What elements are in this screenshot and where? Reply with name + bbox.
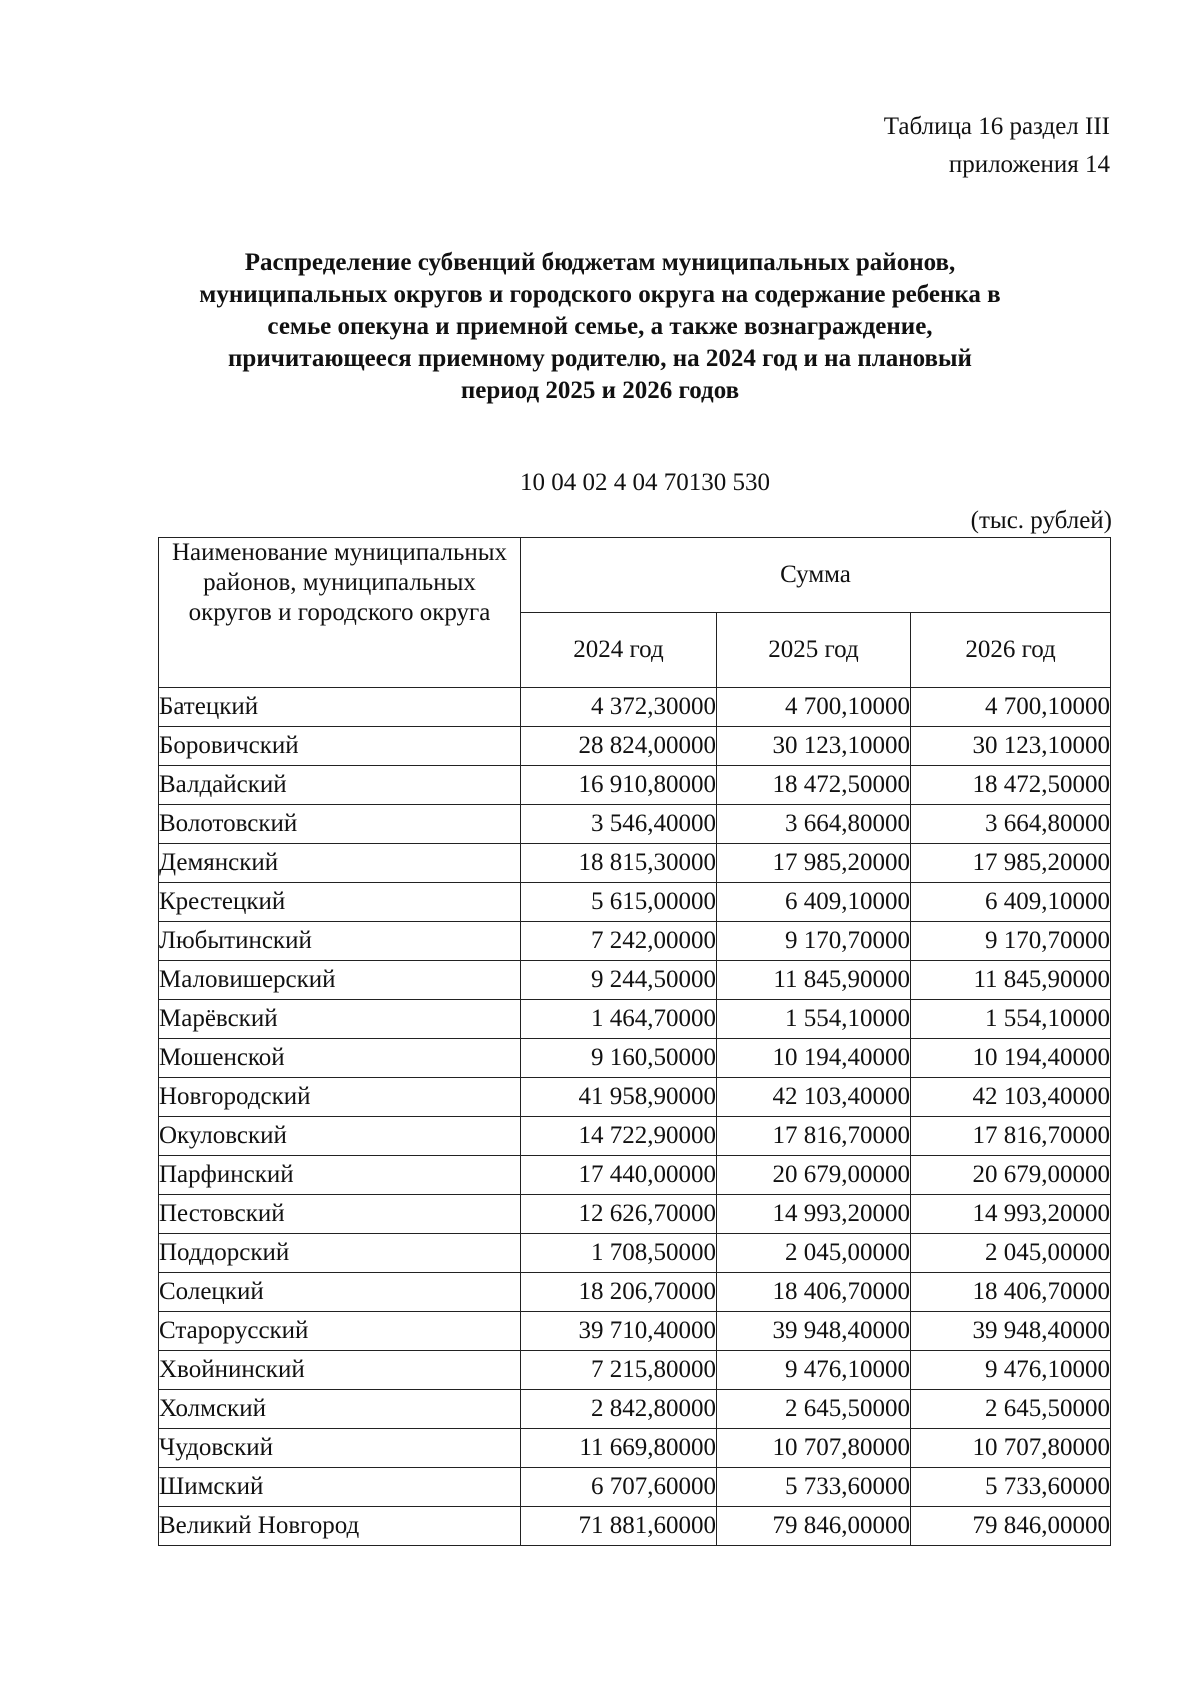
amount-2025-cell: 20 679,00000	[717, 1156, 911, 1195]
amount-2024-cell: 2 842,80000	[521, 1390, 717, 1429]
amount-2026-cell: 9 170,70000	[911, 922, 1111, 961]
table-row	[159, 1351, 1111, 1390]
amount-2024-cell: 71 881,60000	[521, 1507, 717, 1546]
amount-2025-cell: 79 846,00000	[717, 1507, 911, 1546]
district-name-cell: Парфинский	[159, 1156, 521, 1195]
amount-2025-cell: 17 985,20000	[717, 844, 911, 883]
district-name-cell: Новгородский	[159, 1078, 521, 1117]
amount-2024-cell: 41 958,90000	[521, 1078, 717, 1117]
amount-2024-cell: 7 242,00000	[521, 922, 717, 961]
amount-2024-cell: 17 440,00000	[521, 1156, 717, 1195]
amount-2025-cell: 39 948,40000	[717, 1312, 911, 1351]
document-title	[150, 247, 1050, 407]
table-row	[159, 1390, 1111, 1429]
reference-line-2: приложения 14	[948, 151, 1110, 178]
title-line-2: муниципальных округов и городского округа на содержание ребенка в	[199, 281, 1001, 308]
table-row	[159, 1234, 1111, 1273]
amount-2024-cell: 6 707,60000	[521, 1468, 717, 1507]
amount-2025-cell: 18 472,50000	[717, 766, 911, 805]
district-name-cell: Шимский	[159, 1468, 521, 1507]
amount-2026-cell: 10 707,80000	[911, 1429, 1111, 1468]
amount-2025-cell: 9 476,10000	[717, 1351, 911, 1390]
district-name-cell: Боровичский	[159, 727, 521, 766]
table-body	[159, 688, 1111, 1546]
header-sum: Сумма	[521, 538, 1111, 613]
district-name-cell: Крестецкий	[159, 883, 521, 922]
amount-2026-cell: 2 645,50000	[911, 1390, 1111, 1429]
amount-2024-cell: 3 546,40000	[521, 805, 717, 844]
amount-2025-cell: 14 993,20000	[717, 1195, 911, 1234]
subvention-table	[158, 537, 1111, 1546]
table-row	[159, 766, 1111, 805]
district-name-cell: Пестовский	[159, 1195, 521, 1234]
reference-line-1: Таблица 16 раздел III	[883, 113, 1110, 140]
table-row	[159, 844, 1111, 883]
amount-2026-cell: 6 409,10000	[911, 883, 1111, 922]
header-year-2024: 2024 год	[521, 613, 717, 688]
amount-2026-cell: 11 845,90000	[911, 961, 1111, 1000]
amount-2026-cell: 17 816,70000	[911, 1117, 1111, 1156]
header-year-2026: 2026 год	[911, 613, 1111, 688]
amount-2024-cell: 14 722,90000	[521, 1117, 717, 1156]
amount-2025-cell: 6 409,10000	[717, 883, 911, 922]
unit-label: (тыс. рублей)	[970, 507, 1112, 534]
table-row	[159, 1507, 1111, 1546]
amount-2025-cell: 42 103,40000	[717, 1078, 911, 1117]
amount-2025-cell: 2 045,00000	[717, 1234, 911, 1273]
district-name-cell: Любытинский	[159, 922, 521, 961]
amount-2025-cell: 1 554,10000	[717, 1000, 911, 1039]
district-name-cell: Поддорский	[159, 1234, 521, 1273]
table-row	[159, 883, 1111, 922]
header-name: Наименование муниципальных районов, муниципальных округов и городского округа	[159, 538, 521, 688]
amount-2026-cell: 20 679,00000	[911, 1156, 1111, 1195]
budget-classification-code: 10 04 02 4 04 70130 530	[520, 469, 770, 496]
amount-2025-cell: 2 645,50000	[717, 1390, 911, 1429]
amount-2024-cell: 1 708,50000	[521, 1234, 717, 1273]
amount-2024-cell: 5 615,00000	[521, 883, 717, 922]
district-name-cell: Батецкий	[159, 688, 521, 727]
amount-2025-cell: 10 194,40000	[717, 1039, 911, 1078]
amount-2026-cell: 18 406,70000	[911, 1273, 1111, 1312]
amount-2026-cell: 79 846,00000	[911, 1507, 1111, 1546]
title-line-3: семье опекуна и приемной семье, а также вознаграждение,	[267, 313, 933, 340]
table-reference	[884, 108, 1110, 184]
amount-2025-cell: 10 707,80000	[717, 1429, 911, 1468]
table-row	[159, 805, 1111, 844]
amount-2026-cell: 39 948,40000	[911, 1312, 1111, 1351]
table-row	[159, 688, 1111, 727]
table-row	[159, 1312, 1111, 1351]
amount-2026-cell: 3 664,80000	[911, 805, 1111, 844]
table-row	[159, 1468, 1111, 1507]
amount-2026-cell: 18 472,50000	[911, 766, 1111, 805]
district-name-cell: Демянский	[159, 844, 521, 883]
district-name-cell: Волотовский	[159, 805, 521, 844]
amount-2024-cell: 4 372,30000	[521, 688, 717, 727]
amount-2024-cell: 9 244,50000	[521, 961, 717, 1000]
amount-2025-cell: 30 123,10000	[717, 727, 911, 766]
amount-2026-cell: 2 045,00000	[911, 1234, 1111, 1273]
table-row	[159, 922, 1111, 961]
district-name-cell: Чудовский	[159, 1429, 521, 1468]
table-row	[159, 961, 1111, 1000]
district-name-cell: Мошенской	[159, 1039, 521, 1078]
table-row	[159, 1429, 1111, 1468]
district-name-cell: Валдайский	[159, 766, 521, 805]
header-year-2025: 2025 год	[717, 613, 911, 688]
amount-2024-cell: 16 910,80000	[521, 766, 717, 805]
district-name-cell: Великий Новгород	[159, 1507, 521, 1546]
district-name-cell: Старорусский	[159, 1312, 521, 1351]
amount-2026-cell: 4 700,10000	[911, 688, 1111, 727]
table-row	[159, 1156, 1111, 1195]
amount-2025-cell: 4 700,10000	[717, 688, 911, 727]
district-name-cell: Солецкий	[159, 1273, 521, 1312]
table-row	[159, 1117, 1111, 1156]
amount-2026-cell: 5 733,60000	[911, 1468, 1111, 1507]
district-name-cell: Хвойнинский	[159, 1351, 521, 1390]
district-name-cell: Марёвский	[159, 1000, 521, 1039]
amount-2026-cell: 30 123,10000	[911, 727, 1111, 766]
amount-2025-cell: 18 406,70000	[717, 1273, 911, 1312]
amount-2026-cell: 9 476,10000	[911, 1351, 1111, 1390]
amount-2024-cell: 28 824,00000	[521, 727, 717, 766]
table-row	[159, 1078, 1111, 1117]
amount-2025-cell: 5 733,60000	[717, 1468, 911, 1507]
district-name-cell: Холмский	[159, 1390, 521, 1429]
amount-2025-cell: 3 664,80000	[717, 805, 911, 844]
amount-2024-cell: 11 669,80000	[521, 1429, 717, 1468]
amount-2025-cell: 11 845,90000	[717, 961, 911, 1000]
amount-2024-cell: 18 206,70000	[521, 1273, 717, 1312]
amount-2026-cell: 10 194,40000	[911, 1039, 1111, 1078]
amount-2025-cell: 17 816,70000	[717, 1117, 911, 1156]
district-name-cell: Маловишерский	[159, 961, 521, 1000]
amount-2024-cell: 39 710,40000	[521, 1312, 717, 1351]
amount-2026-cell: 42 103,40000	[911, 1078, 1111, 1117]
title-line-4: причитающееся приемному родителю, на 2024 год и на плановый	[228, 345, 972, 372]
amount-2024-cell: 1 464,70000	[521, 1000, 717, 1039]
table-row	[159, 1039, 1111, 1078]
table-row	[159, 1000, 1111, 1039]
amount-2024-cell: 12 626,70000	[521, 1195, 717, 1234]
table-row	[159, 1195, 1111, 1234]
district-name-cell: Окуловский	[159, 1117, 521, 1156]
amount-2026-cell: 1 554,10000	[911, 1000, 1111, 1039]
title-line-1: Распределение субвенций бюджетам муниципальных районов,	[244, 249, 956, 276]
table-row	[159, 727, 1111, 766]
amount-2024-cell: 7 215,80000	[521, 1351, 717, 1390]
amount-2026-cell: 17 985,20000	[911, 844, 1111, 883]
amount-2024-cell: 9 160,50000	[521, 1039, 717, 1078]
amount-2024-cell: 18 815,30000	[521, 844, 717, 883]
table-row	[159, 1273, 1111, 1312]
title-line-5: период 2025 и 2026 годов	[460, 377, 740, 404]
amount-2026-cell: 14 993,20000	[911, 1195, 1111, 1234]
amount-2025-cell: 9 170,70000	[717, 922, 911, 961]
